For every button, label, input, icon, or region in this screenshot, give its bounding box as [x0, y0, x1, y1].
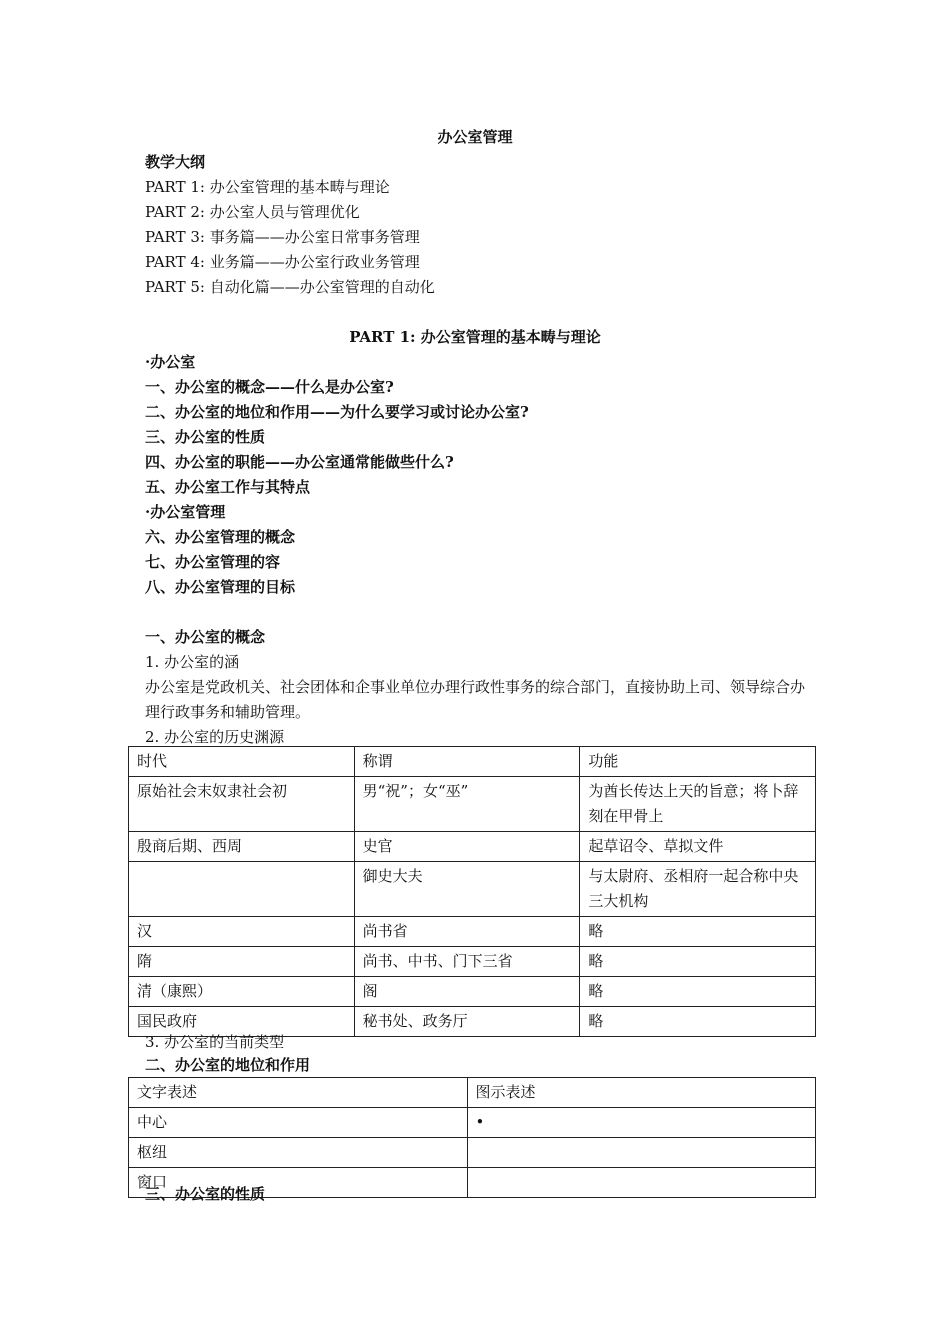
table-header-cell: 功能 [580, 747, 816, 777]
outline-item: PART 5: 自动化篇——办公室管理的自动化 [145, 278, 435, 296]
table-cell [467, 1168, 816, 1198]
table-row [129, 1108, 816, 1138]
section1-definition: 办公室是党政机关、社会团体和企事业单位办理行政性事务的综合部门，直接协助上司、领导综合办理行政事务和辅助管理。 [145, 678, 806, 721]
table-cell: 隋 [129, 947, 355, 977]
table-cell: 枢纽 [129, 1138, 468, 1168]
part1-item: 六、办公室管理的概念 [145, 528, 296, 546]
table-row [129, 862, 816, 917]
part1-item: 一、办公室的概念——什么是办公室? [145, 378, 394, 396]
table-header-row [129, 747, 816, 777]
table-cell: 略 [580, 977, 816, 1007]
table-header-cell: 称谓 [354, 747, 580, 777]
table-cell [129, 862, 355, 917]
outline-item: PART 1: 办公室管理的基本畴与理论 [145, 178, 390, 196]
table-cell: 尚书、中书、门下三省 [354, 947, 580, 977]
table-cell: 御史大夫 [354, 862, 580, 917]
history-table [128, 746, 816, 1037]
outline-heading: 教学大纲 [145, 153, 206, 171]
table-cell: 略 [580, 1007, 816, 1037]
table-cell: 史官 [354, 832, 580, 862]
table-cell: 国民政府 [129, 1007, 355, 1037]
section1-sub1: 1. 办公室的涵 [145, 653, 240, 671]
table-cell: • [467, 1108, 816, 1138]
table-cell: 窗口 [129, 1168, 468, 1198]
section2-heading: 二、办公室的地位和作用 [145, 1056, 311, 1074]
part1-item: 七、办公室管理的容 [145, 553, 281, 571]
section3-heading: 三、办公室的性质 [145, 1185, 266, 1203]
table-cell: 汉 [129, 917, 355, 947]
part1-item: 二、办公室的地位和作用——为什么要学习或讨论办公室? [145, 403, 529, 421]
table-row [129, 947, 816, 977]
table-cell: 秘书处、政务厅 [354, 1007, 580, 1037]
part1-item: 三、办公室的性质 [145, 428, 266, 446]
table-cell [467, 1138, 816, 1168]
part1-title: PART 1: 办公室管理的基本畴与理论 [349, 328, 601, 346]
document-title: 办公室管理 [437, 128, 513, 146]
table-header-row [129, 1078, 816, 1108]
table-row [129, 917, 816, 947]
table-cell: 与太尉府、丞相府一起合称中央三大机构 [580, 862, 816, 917]
table-header-cell: 图示表述 [467, 1078, 816, 1108]
table-cell: 为酋长传达上天的旨意；将卜辞刻在甲骨上 [580, 777, 816, 832]
part1-item: ·办公室 [145, 353, 196, 371]
outline-item: PART 3: 事务篇——办公室日常事务管理 [145, 228, 420, 246]
table-cell: 中心 [129, 1108, 468, 1138]
section1-sub2: 2. 办公室的历史渊源 [145, 728, 285, 746]
role-table [128, 1077, 816, 1198]
outline-item: PART 4: 业务篇——办公室行政业务管理 [145, 253, 420, 271]
table-row [129, 977, 816, 1007]
table-cell: 原始社会末奴隶社会初 [129, 777, 355, 832]
table-row [129, 777, 816, 832]
table-cell: 起草诏令、草拟文件 [580, 832, 816, 862]
table-cell: 尚书省 [354, 917, 580, 947]
table-cell: 清（康熙） [129, 977, 355, 1007]
table-cell: 略 [580, 917, 816, 947]
table-row [129, 1138, 816, 1168]
table-cell: 男“祝”；女“巫” [354, 777, 580, 832]
table-cell: 殷商后期、西周 [129, 832, 355, 862]
part1-item: 五、办公室工作与其特点 [145, 478, 311, 496]
part1-item: 四、办公室的职能——办公室通常能做些什么? [145, 453, 454, 471]
outline-item: PART 2: 办公室人员与管理优化 [145, 203, 360, 221]
section1-sub3: 3. 办公室的当前类型 [145, 1033, 285, 1051]
table-row [129, 832, 816, 862]
table-cell: 略 [580, 947, 816, 977]
table-header-cell: 时代 [129, 747, 355, 777]
part1-item: 八、办公室管理的目标 [145, 578, 296, 596]
table-header-cell: 文字表述 [129, 1078, 468, 1108]
part1-item: ·办公室管理 [145, 503, 226, 521]
section1-heading: 一、办公室的概念 [145, 628, 266, 646]
table-cell: 阁 [354, 977, 580, 1007]
